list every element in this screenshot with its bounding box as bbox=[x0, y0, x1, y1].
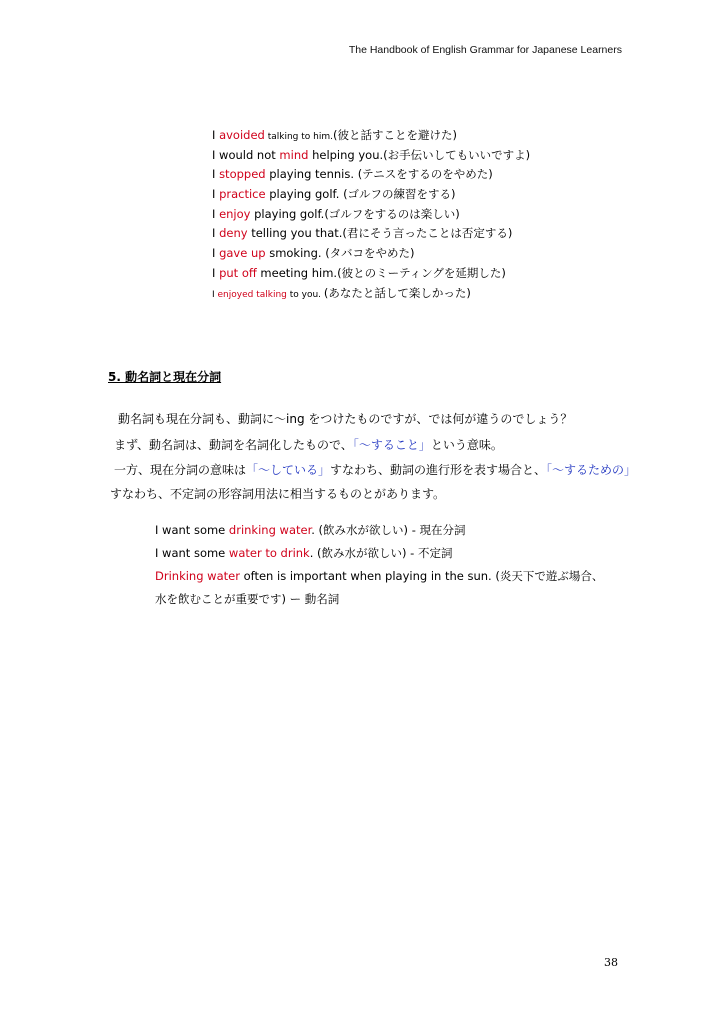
highlight-term: 「～している」 bbox=[246, 463, 331, 477]
gerund-example-list bbox=[212, 126, 530, 303]
example-verb: mind bbox=[279, 147, 309, 162]
example-line: I practice playing golf. (ゴルフの練習をする) bbox=[212, 187, 456, 202]
example-line: I would not mind helping you.(お手伝いしてもいいですよ) bbox=[212, 147, 531, 162]
example-line: I enjoyed talking to you. (あなたと話して楽しかった) bbox=[212, 285, 471, 300]
participle-example: I want some drinking water. (飲み水が欲しい) - 現在分詞 bbox=[155, 523, 466, 537]
infinitive-example: I want some water to drink. (飲み水が欲しい) - 不定詞 bbox=[155, 546, 453, 560]
example-verb: enjoyed talking bbox=[217, 289, 287, 300]
example-line: I stopped playing tennis. (テニスをするのをやめた) bbox=[212, 167, 493, 182]
example-verb: stopped bbox=[219, 167, 266, 182]
paragraph-line: 一方、現在分詞の意味は「～している」すなわち、動詞の進行形を表す場合と、「～するための」 bbox=[114, 463, 637, 477]
paragraph-line: 動名詞も現在分詞も、動詞に～ing をつけたものですが、では何が違うのでしょう？ bbox=[118, 412, 573, 426]
example-verb: practice bbox=[219, 187, 266, 202]
gerund-example: Drinking water often is important when playing in the sun. (炎天下で遊ぶ場合、 bbox=[155, 569, 604, 583]
example-line: I gave up smoking. (タバコをやめた) bbox=[212, 246, 415, 261]
page-number: 38 bbox=[604, 956, 618, 969]
example-translation: (ゴルフをするのは楽しい) bbox=[324, 206, 460, 221]
example-translation: (お手伝いしてもいいですよ) bbox=[383, 147, 531, 162]
highlight-term: 「～すること」 bbox=[352, 438, 431, 452]
example-translation: (ゴルフの練習をする) bbox=[343, 187, 456, 202]
example-line: I deny telling you that.(君にそう言ったことは否定する) bbox=[212, 226, 513, 241]
example-verb: gave up bbox=[219, 246, 266, 261]
paragraph-line: まず、動名詞は、動詞を名詞化したもので、「～すること」という意味。 bbox=[114, 438, 503, 452]
highlight-term: 「～するための」 bbox=[546, 463, 637, 477]
example-translation: (君にそう言ったことは否定する) bbox=[342, 226, 513, 241]
example-translation: (彼と話すことを避けた) bbox=[332, 128, 457, 142]
example-line: I avoided talking to him.(彼と話すことを避けた) bbox=[212, 128, 457, 142]
example-verb: avoided bbox=[219, 128, 265, 142]
example-verb: put off bbox=[219, 265, 257, 280]
gerund-example-cont: 水を飲むことが重要です) ー 動名詞 bbox=[155, 592, 340, 606]
example-translation: (彼とのミーティングを延期した) bbox=[337, 265, 506, 280]
example-verb: enjoy bbox=[219, 206, 251, 221]
running-header: The Handbook of English Grammar for Japanese Learners bbox=[348, 44, 622, 56]
example-translation: (テニスをするのをやめた) bbox=[357, 167, 493, 182]
section-heading: 5. 動名詞と現在分詞 bbox=[108, 370, 222, 384]
example-translation: (あなたと話して楽しかった) bbox=[323, 285, 471, 300]
paragraph-line: すなわち、不定詞の形容詞用法に相当するものとがあります。 bbox=[110, 487, 446, 501]
example-verb: deny bbox=[219, 226, 248, 241]
example-line: I put off meeting him.(彼とのミーティングを延期した) bbox=[212, 265, 506, 280]
example-translation: (タバコをやめた) bbox=[325, 246, 415, 261]
example-line: I enjoy playing golf.(ゴルフをするのは楽しい) bbox=[212, 206, 460, 221]
